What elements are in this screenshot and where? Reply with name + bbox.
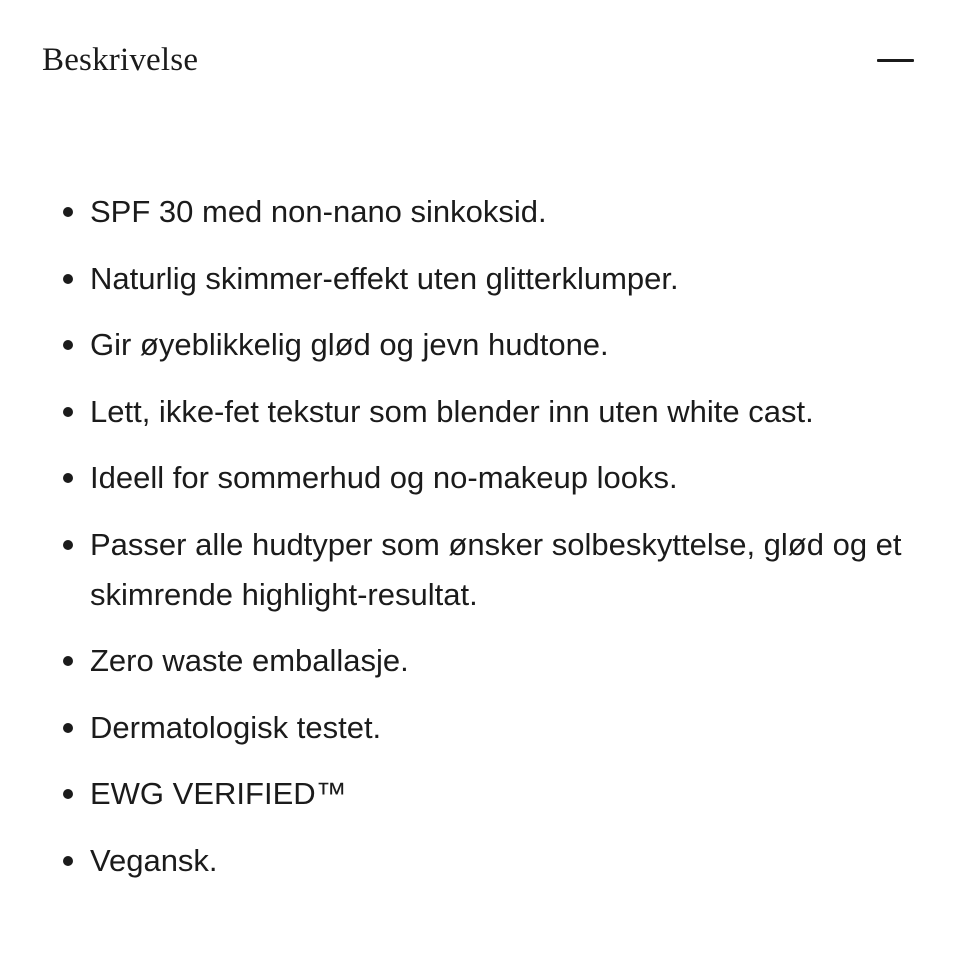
description-title: Beskrivelse bbox=[42, 42, 199, 78]
bullet-icon bbox=[63, 856, 73, 866]
list-item-text: Dermatologisk testet. bbox=[90, 709, 382, 745]
list-item bbox=[0, 769, 960, 819]
list-item-text: SPF 30 med non-nano sinkoksid. bbox=[90, 194, 547, 229]
bullet-icon bbox=[63, 723, 73, 733]
bullet-icon bbox=[63, 340, 73, 350]
feature-list bbox=[0, 187, 960, 902]
list-item-text: Gir øyeblikkelig glød og jevn hudtone. bbox=[90, 327, 609, 362]
list-item bbox=[0, 703, 960, 753]
list-item-text: Lett, ikke-fet tekstur som blender inn uten white cast. bbox=[90, 393, 814, 429]
list-item-text: Zero waste emballasje. bbox=[90, 643, 409, 678]
list-item-text: Naturlig skimmer-effekt uten glitterklumper. bbox=[90, 260, 679, 296]
list-item bbox=[0, 320, 960, 370]
list-item bbox=[0, 836, 960, 886]
bullet-icon bbox=[63, 473, 73, 483]
bullet-icon bbox=[63, 207, 73, 217]
list-item bbox=[0, 187, 960, 237]
minus-icon[interactable] bbox=[876, 50, 916, 70]
bullet-icon bbox=[63, 789, 73, 799]
list-item-text: Passer alle hudtyper som ønsker solbeskyttelse, glød og et skimrende highlight-resultat. bbox=[90, 526, 902, 612]
list-item-text: Vegansk. bbox=[90, 842, 218, 878]
list-item bbox=[0, 636, 960, 686]
list-item bbox=[0, 387, 960, 437]
bullet-icon bbox=[63, 656, 73, 666]
list-item-text: EWG VERIFIED™ bbox=[90, 776, 347, 811]
bullet-icon bbox=[63, 540, 73, 550]
bullet-icon bbox=[63, 407, 73, 417]
list-item bbox=[0, 254, 960, 304]
list-item bbox=[0, 520, 960, 620]
bullet-icon bbox=[63, 274, 73, 284]
description-accordion-header[interactable] bbox=[0, 0, 960, 120]
minus-icon-bar bbox=[877, 59, 914, 62]
list-item-text: Ideell for sommerhud og no-makeup looks. bbox=[90, 460, 678, 495]
list-item bbox=[0, 453, 960, 503]
